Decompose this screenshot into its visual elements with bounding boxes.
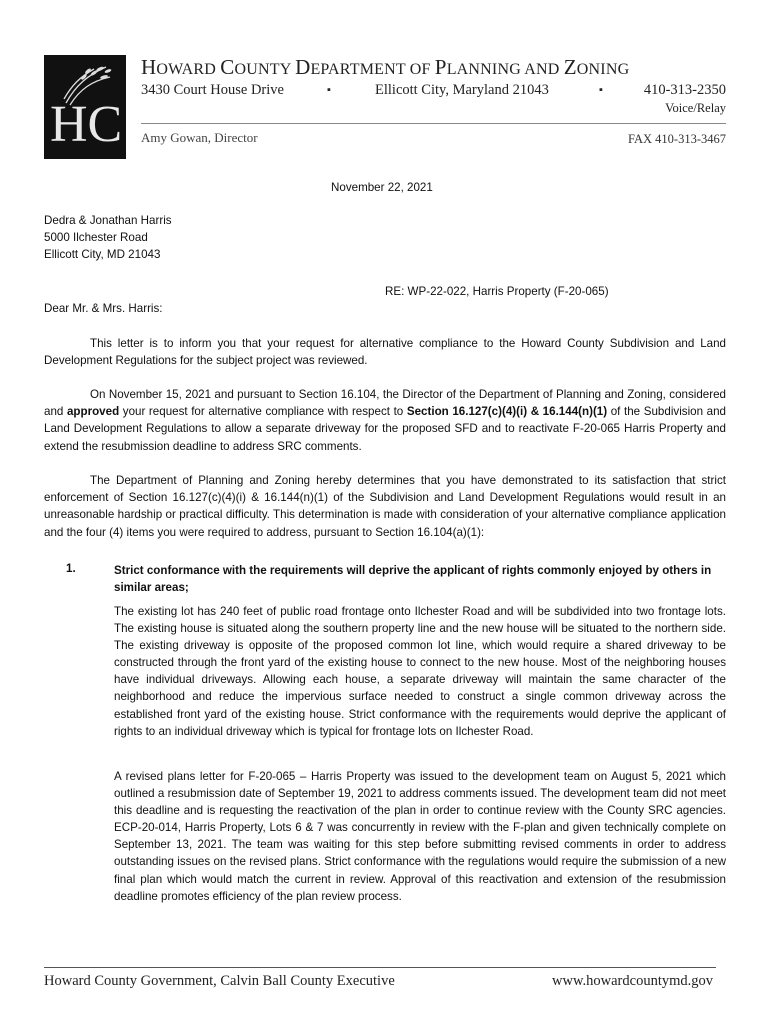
recipient-name: Dedra & Jonathan Harris — [44, 214, 172, 227]
voice-relay: Voice/Relay — [665, 101, 726, 115]
phone-number: 410-313-2350 — [643, 82, 726, 98]
director-name: Amy Gowan, Director — [141, 130, 258, 145]
address-line — [141, 82, 726, 100]
bullet-icon: ▪ — [327, 84, 331, 96]
recipient-city: Ellicott City, MD 21043 — [44, 248, 161, 261]
paragraph-approval: On November 15, 2021 and pursuant to Section 16.104, the Director of the Department of Planning and Zoning, considered and approved your request for alternative compliance with respect to Section 16.127(c)(4)(i) & 16.144(n)(1) of the Subdivision and Land Development Regulations to allow a separate driveway for the proposed SFD and to reactivate F-20-065 Harris Property and extend the resubmission deadline to address SRC comments. — [44, 388, 726, 453]
re-line: RE: WP-22-022, Harris Property (F-20-065) — [385, 285, 609, 298]
recipient-street: 5000 Ilchester Road — [44, 231, 148, 244]
footer-government: Howard County Government, Calvin Ball County Executive — [44, 973, 395, 989]
paragraph-determination: The Department of Planning and Zoning hereby determines that you have demonstrated to its satisfaction that strict enforcement of Section 16.127(c)(4)(i) & 16.144(n)(1) of the Subdivision and Land Development Regulations would result in an unreasonable hardship or practical difficulty. This determination is made with consideration of your alternative compliance application and the four (4) items you were required to address, pursuant to Section 16.104(a)(1): — [44, 474, 726, 539]
wheat-logo-icon — [44, 55, 126, 159]
street-address: 3430 Court House Drive — [141, 82, 284, 98]
department-name: HOWARD COUNTY DEPARTMENT OF PLANNING AND ZONING — [141, 55, 630, 79]
item-heading: Strict conformance with the requirements will deprive the applicant of rights commonly enjoyed by others in similar areas; — [114, 564, 712, 594]
letter-date: November 22, 2021 — [331, 181, 433, 194]
salutation: Dear Mr. & Mrs. Harris: — [44, 302, 163, 315]
footer-website: www.howardcountymd.gov — [552, 973, 713, 989]
item-paragraph-1: The existing lot has 240 feet of public road frontage onto Ilchester Road and will be subdivided into two frontage lots. The existing house is situated along the southern property line and the new house will be situated to the northern side. The existing driveway is opposite of the proposed common lot line, which would require a shared driveway to be constructed through the front yard of the existing house to connect to the new house. Most of the neighboring houses have individual driveways. Allowing each house, a separate driveway will maintain the same character of the neighborhood and reduce the impervious surface needed to construct a single common driveway across the established front yard of the existing house. Strict conformance with the requirements would deprive the applicant of rights to an individual driveway which is typical for frontage lots on Ilchester Road. — [114, 605, 726, 738]
header-rule — [141, 123, 726, 124]
footer-rule — [44, 967, 716, 968]
city-address: Ellicott City, Maryland 21043 — [375, 82, 549, 98]
item-paragraph-2: A revised plans letter for F-20-065 – Harris Property was issued to the development team on August 5, 2021 which outlined a resubmission date of September 19, 2021 to address comments issued. The development team did not meet this deadline and is requesting the reactivation of the plan in order to continue review with the County SRC agencies. ECP-20-014, Harris Property, Lots 6 & 7 was concurrently in review with the F-plan and given technically complete on September 13, 2021. The team was waiting for this step before submitting revised comments in order to address outstanding issues on the revised plans. Strict conformance with the regulations would require the submission of a new final plan which would match the current in review. Approval of this reactivation and extension of the resubmission deadline promotes efficiency of the plan review process. — [114, 770, 726, 903]
recipient-address — [44, 212, 172, 263]
item-number: 1. — [66, 562, 76, 575]
fax-number: FAX 410-313-3467 — [627, 132, 726, 146]
logo-letters: HC — [50, 96, 123, 153]
bullet-icon: ▪ — [599, 84, 603, 96]
paragraph-intro: This letter is to inform you that your request for alternative compliance to the Howard County Subdivision and Land Development Regulations for the subject project was reviewed. — [44, 337, 726, 368]
county-logo — [44, 55, 126, 159]
